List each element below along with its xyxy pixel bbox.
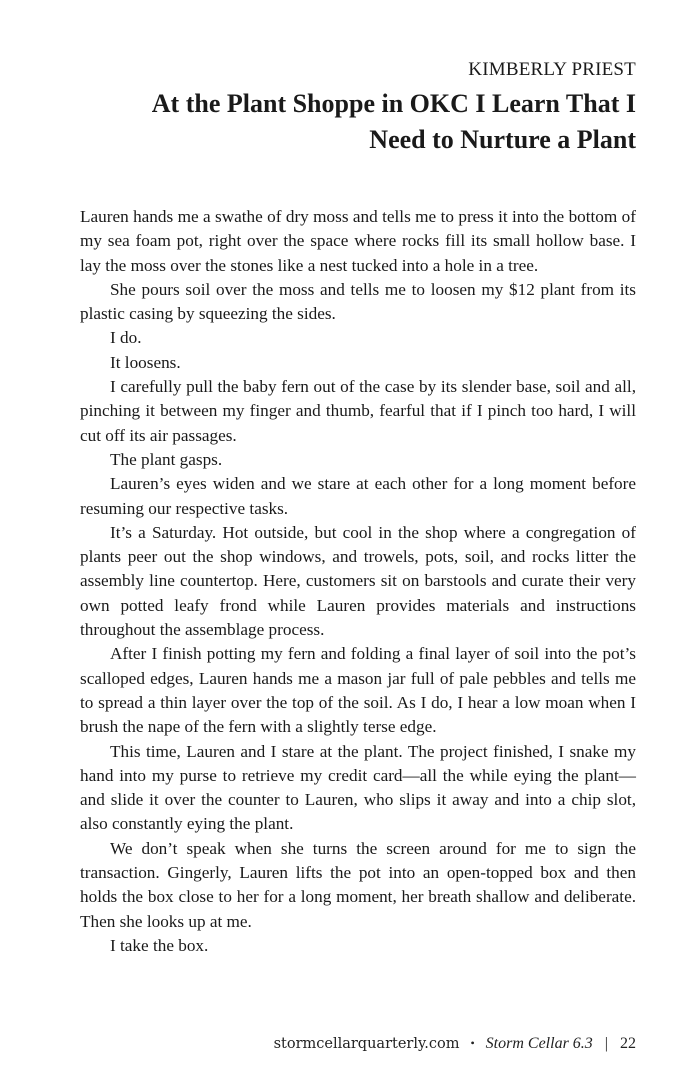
paragraph: I take the box. bbox=[110, 935, 209, 955]
paragraph: This time, Lauren and I stare at the plant. The project finished, I snake my hand into my purse to retrieve my credit card—all the while eying the plant—and slide it over the counter to Lauren, who slips it away and into a chip slot, also constantly eying the plant. bbox=[80, 741, 636, 834]
page-title bbox=[76, 86, 636, 158]
paragraph: Lauren’s eyes widen and we stare at each other for a long moment before resuming our respective tasks. bbox=[80, 474, 636, 518]
paragraph: It loosens. bbox=[110, 352, 181, 372]
title-line-1: At the Plant Shoppe in OKC I Learn That I bbox=[151, 89, 636, 118]
paragraph: She pours soil over the moss and tells me to loosen my $12 plant from its plastic casing by squeezing the sides. bbox=[80, 279, 636, 324]
paragraph: I carefully pull the baby fern out of the case by its slender base, soil and all, pinching it between my finger and thumb, fearful that if I pinch too hard, I will cut off its air passages. bbox=[80, 377, 636, 445]
paragraph: After I finish potting my fern and folding a final layer of soil into the pot’s scalloped edges, Lauren hands me a mason jar full of pale pebbles and tells me to spread a thin layer over the top of the soil. As I do, I hear a low moan when I brush the nape of the fern with a slightly terse edge. bbox=[80, 644, 636, 737]
bullet-separator: • bbox=[470, 1036, 475, 1050]
issue-label: Storm Cellar 6.3 bbox=[485, 1035, 593, 1052]
page-number: 22 bbox=[620, 1035, 636, 1052]
paragraph: I do. bbox=[110, 328, 142, 348]
paragraph: It’s a Saturday. Hot outside, but cool in the shop where a congregation of plants peer out the shop windows, and trowels, pots, soil, and rocks litter the assembly line countertop. Here, customers sit on barstools and curate their very own potted leafy frond while Lauren provides materials and instructions throughout the assemblage process. bbox=[80, 522, 636, 640]
page-footer bbox=[274, 1033, 636, 1054]
paragraph: We don’t speak when she turns the screen around for me to sign the transaction. Gingerly, Lauren lifts the pot into an open-topped box and then holds the box close to her for a long moment, her breath shallow and deliberate. Then she looks up at me. bbox=[80, 838, 636, 931]
author-name: KIMBERLY PRIEST bbox=[468, 59, 636, 80]
paragraph: Lauren hands me a swathe of dry moss and tells me to press it into the bottom of my sea foam pot, right over the space where rocks fill its small hollow base. I lay the moss over the stones like a nest tucked into a hole in a tree. bbox=[80, 207, 636, 275]
title-line-2: Need to Nurture a Plant bbox=[369, 125, 636, 154]
website-link[interactable]: stormcellarquarterly.com bbox=[273, 1036, 460, 1052]
article-body bbox=[80, 205, 636, 958]
pipe-separator: | bbox=[604, 1035, 608, 1052]
paragraph: The plant gasps. bbox=[110, 449, 223, 469]
